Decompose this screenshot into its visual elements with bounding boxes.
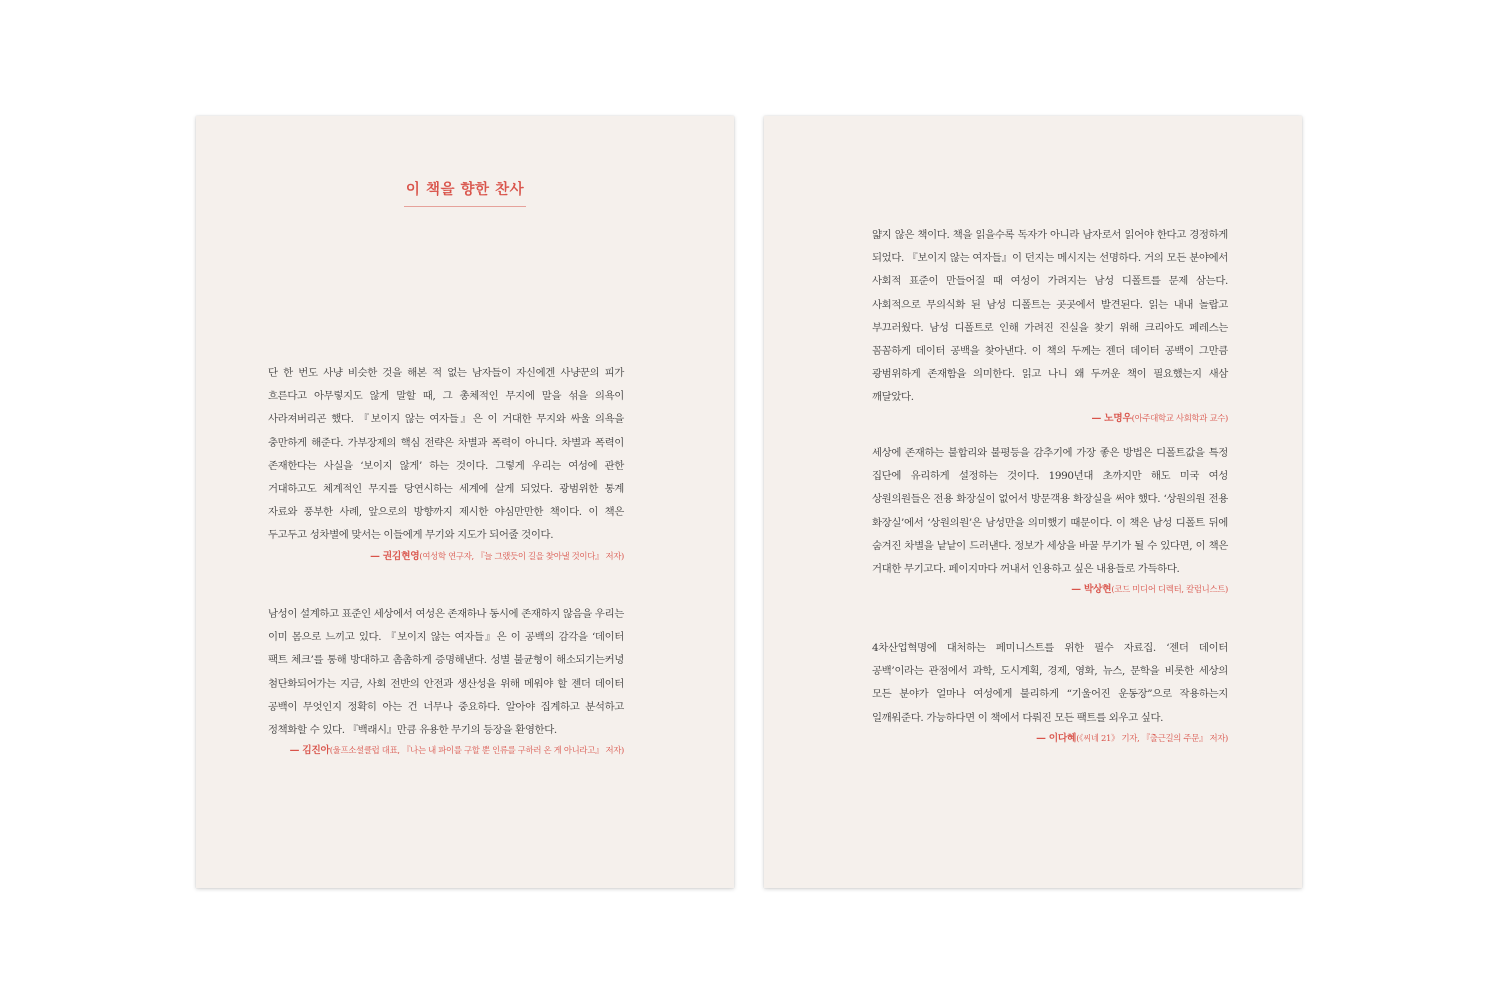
- author-description: (코드 미디어 디렉터, 칼럼니스트): [1111, 584, 1228, 595]
- left-page: [196, 116, 734, 888]
- author-name: — 이다혜: [1036, 732, 1077, 744]
- blurb-kwonkim: [268, 362, 624, 564]
- blurb-attribution: [872, 411, 1228, 426]
- author-description: (《씨네 21》 기자, 『출근길의 주문』 저자): [1076, 732, 1228, 743]
- author-description: (울프소셜클럽 대표, 『나는 내 파이를 구할 뿐 인류를 구하러 온 게 아니라고』 저자): [329, 745, 624, 756]
- author-name: — 노명우: [1091, 412, 1132, 424]
- author-name: — 박상현: [1071, 584, 1112, 596]
- blurb-parksanghyun: [872, 442, 1228, 597]
- blurb-leedahye: [872, 637, 1228, 746]
- blurb-attribution: [872, 582, 1228, 597]
- author-description: (아주대학교 사회학과 교수): [1131, 412, 1228, 423]
- title-wrap: [196, 178, 734, 207]
- blurb-text: 4차산업혁명에 대처하는 페미니스트를 위한 필수 자료집. ‘젠더 데이터 공백’이라는 관점에서 과학, 도시계획, 경제, 영화, 뉴스, 문학을 비롯한 세상의 모든 분야가 얼마나 여성에게 불리하게 “기울어진 운동장”으로 작용하는지 일깨워준다. 가능하다면 이 책에서 다뤄진 모든 팩트를 외우고 싶다.: [872, 642, 1228, 724]
- blurb-text: 얇지 않은 책이다. 책을 읽을수록 독자가 아니라 남자로서 읽어야 한다고 경정하게 되었다. 『보이지 않는 여자들』이 던지는 메시지는 선명하다. 거의 모든 분야에서 사회적 표준이 만들어질 때 여성이 가려지는 남성 디폴트를 문제 삼는다. 사회적으로 무의식화 된 남성 디폴트는 곳곳에서 발견된다. 읽는 내내 놀랍고 부끄러웠다. 남성 디폴트로 인해 가려진 진실을 찾기 위해 크리아도 페레스는 꼼꼼하게 데이터 공백을 찾아낸다. 이 책의 두께는 젠더 데이터 공백이 그만큼 광범위하게 존재함을 의미한다. 읽고 나니 왜 두꺼운 책이 필요했는지 새삼 깨달았다.: [872, 229, 1228, 404]
- blurb-kimjina: [268, 603, 624, 758]
- blurb-attribution: [268, 743, 624, 758]
- author-description: (여성학 연구자, 『늘 그랬듯이 길을 찾아낼 것이다』 저자): [419, 550, 624, 561]
- blurb-attribution: [872, 731, 1228, 746]
- blurb-text: 남성이 설계하고 표준인 세상에서 여성은 존재하나 동시에 존재하지 않음을 우리는 이미 몸으로 느끼고 있다. 『보이지 않는 여자들』은 이 공백의 감각을 ‘데이터 팩트 체크’를 통해 방대하고 촘촘하게 증명해낸다. 성별 불균형이 해소되기는커녕 첨단화되어가는 지금, 사회 전반의 안전과 생산성을 위해 메워야 할 젠더 데이터 공백이 무엇인지 정확히 아는 건 너무나 중요하다. 알아야 집계하고 분석하고 정책화할 수 있다. 『백래시』만큼 유용한 무기의 등장을 환영한다.: [268, 608, 624, 737]
- blurb-text: 단 한 번도 사냥 비슷한 것을 해본 적 없는 남자들이 자신에겐 사냥꾼의 피가 흐른다고 아무렇지도 않게 말할 때, 그 총체적인 무지에 말을 섞을 의욕이 사라져버리곤 했다. 『보이지 않는 여자들』은 이 거대한 무지와 싸울 의욕을 충만하게 해준다. 가부장제의 핵심 전략은 차별과 폭력이 아니다. 차별과 폭력이 존재한다는 사실을 ‘보이지 않게’ 하는 것이다. 그렇게 우리는 여성에 관한 거대하고도 체계적인 무지를 당연시하는 세계에 살게 되었다. 광범위한 통계 자료와 풍부한 사례, 앞으로의 방향까지 제시한 야심만만한 책이다. 이 책은 두고두고 성차별에 맞서는 이들에게 무기와 지도가 되어줄 것이다.: [268, 367, 624, 542]
- right-page: [764, 116, 1302, 888]
- blurb-nomyungwoo: [872, 224, 1228, 426]
- author-name: — 김진아: [289, 745, 330, 757]
- blurb-attribution: [268, 549, 624, 564]
- page-title: 이 책을 향한 찬사: [404, 178, 526, 207]
- author-name: — 권김현영: [370, 550, 420, 562]
- blurb-text: 세상에 존재하는 불합리와 불평등을 감추기에 가장 좋은 방법은 디폴트값을 특정 집단에 유리하게 설정하는 것이다. 1990년대 초까지만 해도 미국 여성 상원의원들은 전용 화장실이 없어서 방문객용 화장실을 써야 했다. ‘상원의원 전용 화장실’에서 ‘상원의원’은 남성만을 의미했기 때문이다. 이 책은 남성 디폴트 뒤에 숨겨진 차별을 낱낱이 드러낸다. 정보가 세상을 바꿀 무기가 될 수 있다면, 이 책은 거대한 무기고다. 페이지마다 꺼내서 인용하고 싶은 내용들로 가득하다.: [872, 447, 1228, 576]
